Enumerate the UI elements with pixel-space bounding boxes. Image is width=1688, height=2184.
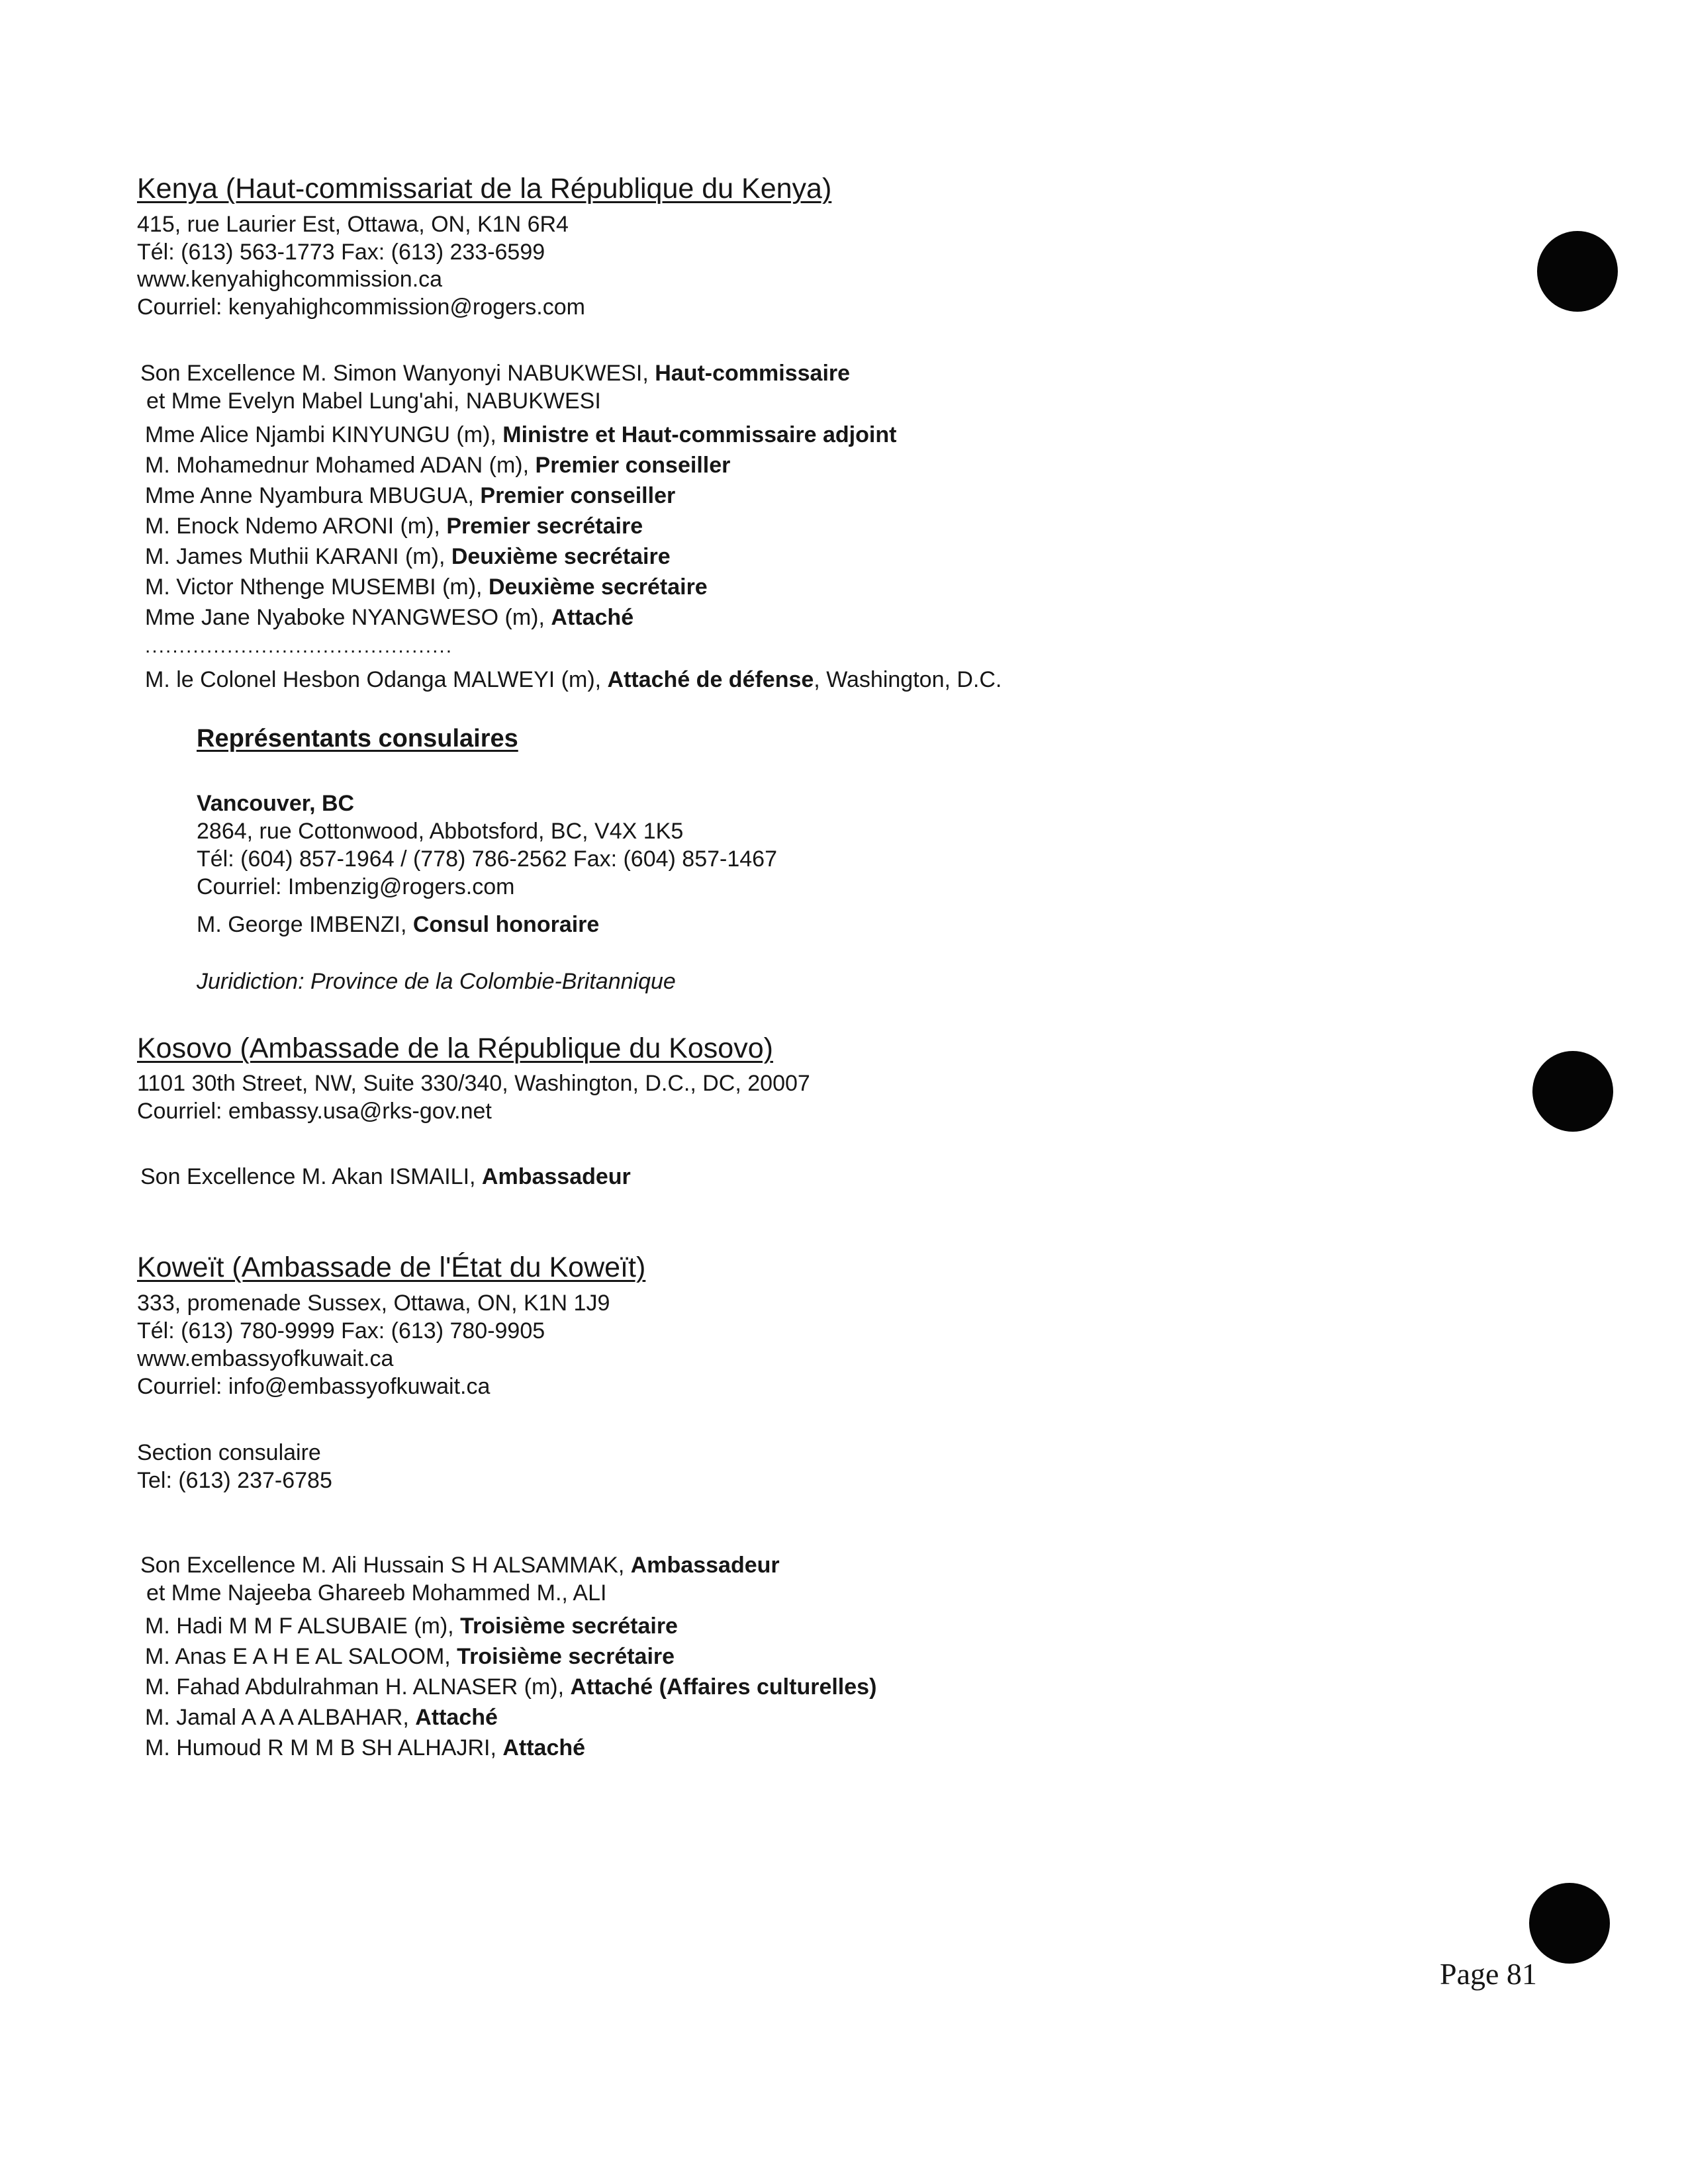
kosovo-heading: Kosovo (Ambassade de la République du Kosovo): [137, 1032, 773, 1064]
kuwait-website: www.embassyofkuwait.ca: [137, 1346, 394, 1371]
kenya-staff-row: [145, 484, 675, 507]
consular-contact: [197, 913, 599, 936]
staff-name: M. Anas E A H E AL SALOOM,: [145, 1644, 457, 1669]
staff-name: Son Excellence M. Ali Hussain S H ALSAMMAK,: [140, 1553, 631, 1578]
staff-name: Son Excellence M. Simon Wanyonyi NABUKWESI,: [140, 361, 655, 386]
staff-name: M. Mohamednur Mohamed ADAN (m),: [145, 453, 536, 478]
kuwait-address: 333, promenade Sussex, Ottawa, ON, K1N 1J9: [137, 1291, 610, 1316]
staff-title: Premier secrétaire: [446, 514, 643, 539]
staff-name: M. James Muthii KARANI (m),: [145, 544, 451, 569]
consular-phone-fax: Tél: (604) 857-1964 / (778) 786-2562 Fax: (604) 857-1467: [197, 846, 777, 872]
kuwait-staff-row: [145, 1737, 585, 1759]
staff-title: Premier conseiller: [535, 453, 731, 478]
staff-title: Attaché: [551, 605, 634, 630]
kosovo-address: 1101 30th Street, NW, Suite 330/340, Washington, D.C., DC, 20007: [137, 1071, 810, 1096]
kuwait-staff-row: [146, 1582, 606, 1604]
kuwait-heading: Koweït (Ambassade de l'État du Koweït): [137, 1251, 646, 1283]
staff-title: Deuxième secrétaire: [451, 544, 671, 569]
staff-name: et Mme Najeeba Ghareeb Mohammed M., ALI: [146, 1580, 607, 1606]
staff-title: Attaché (Affaires culturelles): [570, 1674, 877, 1700]
staff-name: M. Jamal A A A ALBAHAR,: [145, 1705, 416, 1730]
staff-name: M. Humoud R M M B SH ALHAJRI,: [145, 1735, 503, 1760]
kuwait-staff-row: [145, 1676, 876, 1698]
kenya-staff-row: [145, 454, 730, 477]
staff-name: M. le Colonel Hesbon Odanga MALWEYI (m),: [145, 667, 608, 692]
staff-title: Attaché: [415, 1705, 498, 1730]
dotted-separator: .............................................: [145, 635, 453, 657]
consular-jurisdiction: Juridiction: Province de la Colombie-Britannique: [197, 969, 676, 994]
staff-name: M. Enock Ndemo ARONI (m),: [145, 514, 447, 539]
staff-name: Mme Jane Nyaboke NYANGWESO (m),: [145, 605, 551, 630]
kuwait-consular-section-label: Section consulaire: [137, 1440, 321, 1465]
page-number: Page 81: [1440, 1957, 1537, 1991]
binder-hole-bottom: [1529, 1883, 1610, 1964]
kuwait-phone-fax: Tél: (613) 780-9999 Fax: (613) 780-9905: [137, 1318, 545, 1343]
staff-name: M. Hadi M M F ALSUBAIE (m),: [145, 1614, 461, 1639]
kenya-staff-row: [145, 606, 633, 629]
staff-title: Troisième secrétaire: [460, 1614, 678, 1639]
staff-title: Ministre et Haut-commissaire adjoint: [502, 422, 897, 447]
kenya-website: www.kenyahighcommission.ca: [137, 267, 443, 292]
staff-name: M. Fahad Abdulrahman H. ALNASER (m),: [145, 1674, 571, 1700]
consular-email: Courriel: Imbenzig@rogers.com: [197, 874, 515, 899]
kenya-heading: Kenya (Haut-commissariat de la République du Kenya): [137, 173, 832, 205]
kenya-staff-row: [145, 576, 708, 598]
staff-name: M. George IMBENZI,: [197, 912, 413, 937]
staff-title: Consul honoraire: [412, 912, 600, 937]
staff-title: Troisième secrétaire: [457, 1644, 675, 1669]
kosovo-email: Courriel: embassy.usa@rks-gov.net: [137, 1099, 492, 1124]
kuwait-staff-row: [140, 1554, 780, 1576]
kenya-phone-fax: Tél: (613) 563-1773 Fax: (613) 233-6599: [137, 240, 545, 265]
kenya-defense-attache: [145, 668, 1002, 691]
kenya-staff-row: [146, 390, 601, 412]
consular-address: 2864, rue Cottonwood, Abbotsford, BC, V4X 1K5: [197, 819, 684, 844]
kuwait-staff-row: [145, 1706, 498, 1729]
staff-title: Premier conseiller: [480, 483, 676, 508]
kenya-address: 415, rue Laurier Est, Ottawa, ON, K1N 6R4: [137, 212, 569, 237]
staff-title: Ambassadeur: [481, 1164, 631, 1189]
kenya-staff-row: [145, 545, 671, 568]
staff-location: , Washington, D.C.: [814, 667, 1002, 692]
kenya-staff-row: [145, 515, 643, 537]
staff-name: Son Excellence M. Akan ISMAILI,: [140, 1164, 482, 1189]
staff-title: Haut-commissaire: [655, 361, 851, 386]
kuwait-staff-row: [145, 1615, 678, 1637]
kenya-staff-row: [140, 362, 850, 385]
kuwait-email: Courriel: info@embassyofkuwait.ca: [137, 1374, 491, 1399]
kuwait-consular-phone: Tel: (613) 237-6785: [137, 1468, 332, 1493]
staff-name: M. Victor Nthenge MUSEMBI (m),: [145, 574, 489, 600]
staff-name: Mme Anne Nyambura MBUGUA,: [145, 483, 481, 508]
staff-name: et Mme Evelyn Mabel Lung'ahi, NABUKWESI: [146, 388, 601, 414]
staff-title: Deuxième secrétaire: [488, 574, 708, 600]
staff-title: Ambassadeur: [630, 1553, 780, 1578]
consular-city: Vancouver, BC: [197, 791, 355, 816]
staff-title: Attaché de défense: [607, 667, 814, 692]
kenya-staff-row: [145, 424, 896, 446]
staff-title: Attaché: [502, 1735, 586, 1760]
kenya-email: Courriel: kenyahighcommission@rogers.com: [137, 295, 585, 320]
staff-name: Mme Alice Njambi KINYUNGU (m),: [145, 422, 503, 447]
binder-hole-top: [1537, 231, 1618, 312]
kosovo-staff-row: [140, 1165, 631, 1188]
kuwait-staff-row: [145, 1645, 675, 1668]
binder-hole-middle: [1532, 1051, 1613, 1132]
consular-heading: Représentants consulaires: [197, 725, 518, 752]
